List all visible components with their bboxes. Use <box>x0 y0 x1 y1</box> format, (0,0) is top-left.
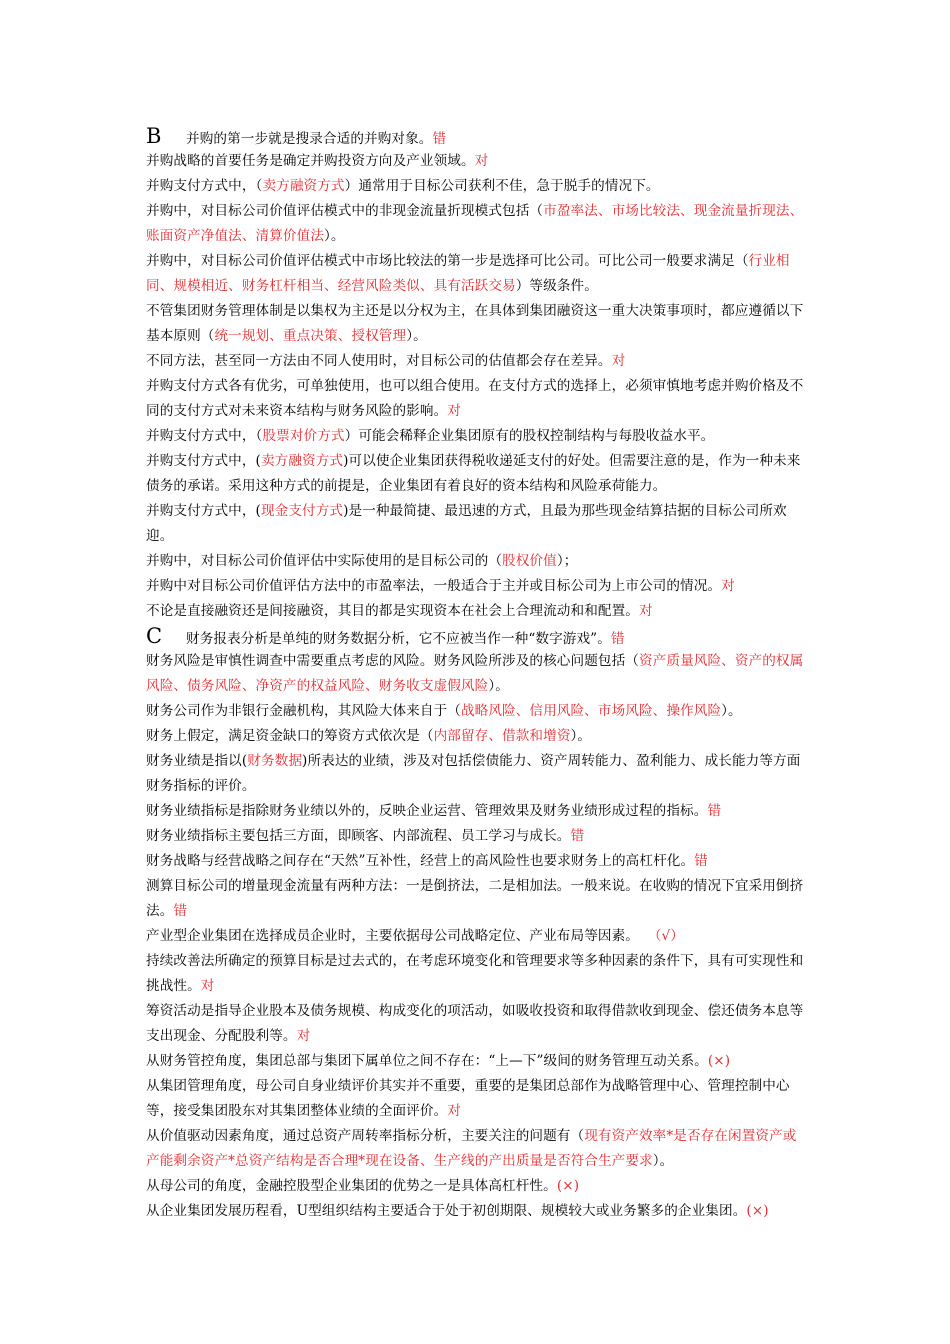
answer-text: (×) <box>556 1178 580 1194</box>
answer-text: 股权价值 <box>502 553 557 569</box>
question-text: 测算目标公司的增量现金流量有两种方法：一是倒挤法，二是相加法。一般来说。在收购的情况下宜采用倒挤法。 <box>146 878 804 919</box>
question-text: 并购支付方式中，（ <box>146 428 263 444</box>
question-text: 财务报表分析是单纯的财务数据分析，它不应被当作一种“数字游戏”。 <box>186 631 611 647</box>
question-text: 并购的第一步就是搜录合适的并购对象。 <box>186 131 433 147</box>
paragraph <box>146 149 810 174</box>
paragraph <box>146 1174 810 1199</box>
paragraph <box>146 649 810 699</box>
question-text: 持续改善法所确定的预算目标是过去式的，在考虑环境变化和管理要求等多种因素的条件下，具有可实现性和挑战性。 <box>146 953 804 994</box>
paragraph <box>146 999 810 1049</box>
answer-text: 行业相同、规模相近、财务杠杆相当、经营风险类似、具有活跃交易 <box>146 253 790 294</box>
section-letter: B <box>146 124 162 148</box>
question-text: 从价值驱动因素角度，通过总资产周转率指标分析，主要关注的问题有（ <box>146 1128 585 1144</box>
paragraph <box>146 924 810 949</box>
paragraph <box>146 599 810 624</box>
answer-text: 战略风险、信用风险、市场风险、操作风险 <box>460 703 722 719</box>
answer-text: 股票对价方式 <box>262 428 345 444</box>
question-text: 从母公司的角度，金融控股型企业集团的优势之一是具体高杠杆性。 <box>146 1178 557 1194</box>
answer-text: 错 <box>173 903 188 919</box>
answer-text: 内部留存、借款和增资 <box>433 728 571 744</box>
question-text: 财务业绩指标是指除财务业绩以外的，反映企业运营、管理效果及财务业绩形成过程的指标。 <box>146 803 708 819</box>
paragraph <box>146 299 810 349</box>
answer-text: (×) <box>707 1053 731 1069</box>
question-text: 不论是直接融资还是间接融资，其目的都是实现资本在社会上合理流动和和配置。 <box>146 603 639 619</box>
paragraph <box>146 874 810 924</box>
question-text: ）通常用于目标公司获利不佳，急于脱手的情况下。 <box>344 178 660 194</box>
question-text: 并购支付方式中，( <box>146 503 261 519</box>
question-text: 并购中，对目标公司价值评估中实际使用的是目标公司的（ <box>146 553 503 569</box>
answer-text: 对 <box>296 1028 311 1044</box>
question-text: 不管集团财务管理体制是以集权为主还是以分权为主，在具体到集团融资这一重大决策事项时，都应遵循以下基本原则（ <box>146 303 804 344</box>
question-text: ）。 <box>570 728 592 744</box>
question-text: 筹资活动是指导企业股本及债务规模、构成变化的项活动，如吸收投资和取得借款收到现金、偿还债务本息等支出现金、分配股利等。 <box>146 1003 804 1044</box>
answer-text: 资产质量风险、资产的权属风险、债务风险、净资产的权益风险、财务收支虚假风险 <box>146 653 804 694</box>
answer-text: 错 <box>432 131 447 147</box>
answer-text: 卖方融资方式 <box>260 453 344 469</box>
question-text: 从集团管理角度，母公司自身业绩评价其实并不重要，重要的是集团总部作为战略管理中心、管理控制中心等，接受集团股东对其集团整体业绩的全面评价。 <box>146 1078 790 1119</box>
paragraph <box>146 1199 810 1224</box>
question-text: ）； <box>556 553 578 569</box>
question-text: 并购中对目标公司价值评估方法中的市盈率法，一般适合于主并或目标公司为上市公司的情况。 <box>146 578 722 594</box>
question-text: 财务战略与经营战略之间存在“天然”互补性，经营上的高风险性也要求财务上的高杠杆化。 <box>146 853 695 869</box>
paragraph <box>146 749 810 799</box>
question-text: ）可能会稀释企业集团原有的股权控制结构与每股收益水平。 <box>344 428 715 444</box>
paragraph <box>146 624 810 652</box>
question-text: 财务上假定，满足资金缺口的筹资方式依次是（ <box>146 728 434 744</box>
question-text: )是一种最简捷、最迅速的方式，且最为那些现金结算拮据的目标公司所欢迎。 <box>146 503 787 544</box>
question-text: )可以使企业集团获得税收递延支付的好处。但需要注意的是，作为一种未来债务的承诺。采用这种方式的前提是，企业集团有着良好的资本结构和风险承荷能力。 <box>146 453 801 494</box>
question-text: 产业型企业集团在选择成员企业时，主要依据母公司战略定位、产业布局等因素。 <box>146 928 648 944</box>
answer-text: 对 <box>447 1103 461 1119</box>
answer-text: 财务数据 <box>247 753 303 769</box>
answer-text: 对 <box>611 353 626 369</box>
paragraph <box>146 349 810 374</box>
question-text: 并购支付方式各有优劣，可单独使用，也可以组合使用。在支付方式的选择上，必须审慎地考虑并购价格及不同的支付方式对未来资本结构与财务风险的影响。 <box>146 378 804 419</box>
paragraph <box>146 1074 810 1124</box>
question-text: 财务公司作为非银行金融机构，其风险大体来自于（ <box>146 703 461 719</box>
question-text: ）。 <box>721 703 742 719</box>
question-text: 财务业绩指标主要包括三方面，即顾客、内部流程、员工学习与成长。 <box>146 828 571 844</box>
answer-text: 错 <box>610 631 625 647</box>
answer-text: 统一规划、重点决策、授权管理 <box>214 328 407 344</box>
question-text: 并购支付方式中，（ <box>146 178 263 194</box>
paragraph <box>146 849 810 874</box>
paragraph <box>146 424 810 449</box>
question-text: 并购支付方式中，( <box>146 453 261 469</box>
paragraph <box>146 724 810 749</box>
paragraph <box>146 699 810 724</box>
question-text: 不同方法，甚至同一方法由不同人使用时，对目标公司的估值都会存在差异。 <box>146 353 612 369</box>
question-text: 财务风险是审慎性调查中需要重点考虑的风险。财务风险所涉及的核心问题包括（ <box>146 653 639 669</box>
paragraph <box>146 499 810 549</box>
question-text: 并购战略的首要任务是确定并购投资方向及产业领域。 <box>146 153 475 169</box>
paragraph <box>146 1124 810 1174</box>
answer-text: 对 <box>474 153 489 169</box>
paragraph <box>146 799 810 824</box>
section-letter: C <box>146 624 163 648</box>
question-text: ）。 <box>406 328 427 344</box>
answer-text: 对 <box>200 978 215 994</box>
paragraph <box>146 1049 810 1074</box>
question-text: ）。 <box>488 678 509 694</box>
answer-text: 对 <box>721 578 735 594</box>
question-text: ）等级条件。 <box>515 278 598 294</box>
question-text: ）。 <box>324 228 345 244</box>
answer-text: 错 <box>707 803 722 819</box>
answer-text: (×) <box>746 1203 769 1219</box>
paragraph <box>146 949 810 999</box>
answer-text: 现金支付方式 <box>260 503 344 519</box>
question-text: )所表达的业绩，涉及对包括偿债能力、资产周转能力、盈利能力、成长能力等方面财务指标的评价。 <box>146 753 801 794</box>
paragraph <box>146 124 810 152</box>
paragraph <box>146 249 810 299</box>
answer-text: （√） <box>647 928 684 944</box>
paragraph <box>146 174 810 199</box>
paragraph <box>146 374 810 424</box>
paragraph <box>146 199 810 249</box>
paragraph <box>146 574 810 599</box>
answer-text: 对 <box>447 403 461 419</box>
answer-text: 现有资产效率*是否存在闲置资产或产能剩余资产*总资产结构是否合理*现在设备、生产线的产出质量是否符合生产要求 <box>146 1128 797 1169</box>
answer-text: 对 <box>638 603 653 619</box>
answer-text: 错 <box>694 853 708 869</box>
paragraph <box>146 549 810 574</box>
question-text: 财务业绩是指以( <box>146 753 248 769</box>
question-text: 从企业集团发展历程看，U型组织结构主要适合于处于初创期限、规模较大或业务繁多的企业集团。 <box>146 1203 747 1219</box>
question-text: 并购中，对目标公司价值评估模式中的非现金流量折现模式包括（ <box>146 203 544 219</box>
answer-text: 卖方融资方式 <box>262 178 345 194</box>
question-text: ）。 <box>652 1153 674 1169</box>
paragraph <box>146 824 810 849</box>
question-text: 并购中，对目标公司价值评估模式中市场比较法的第一步是选择可比公司。可比公司一般要求满足（ <box>146 253 749 269</box>
answer-text: 错 <box>570 828 585 844</box>
answer-text: 市盈率法、市场比较法、现金流量折现法、账面资产净值法、清算价值法 <box>146 203 804 244</box>
paragraph <box>146 449 810 499</box>
question-text: 从财务管控角度，集团总部与集团下属单位之间不存在：“上—下”级间的财务管理互动关系。 <box>146 1053 708 1069</box>
